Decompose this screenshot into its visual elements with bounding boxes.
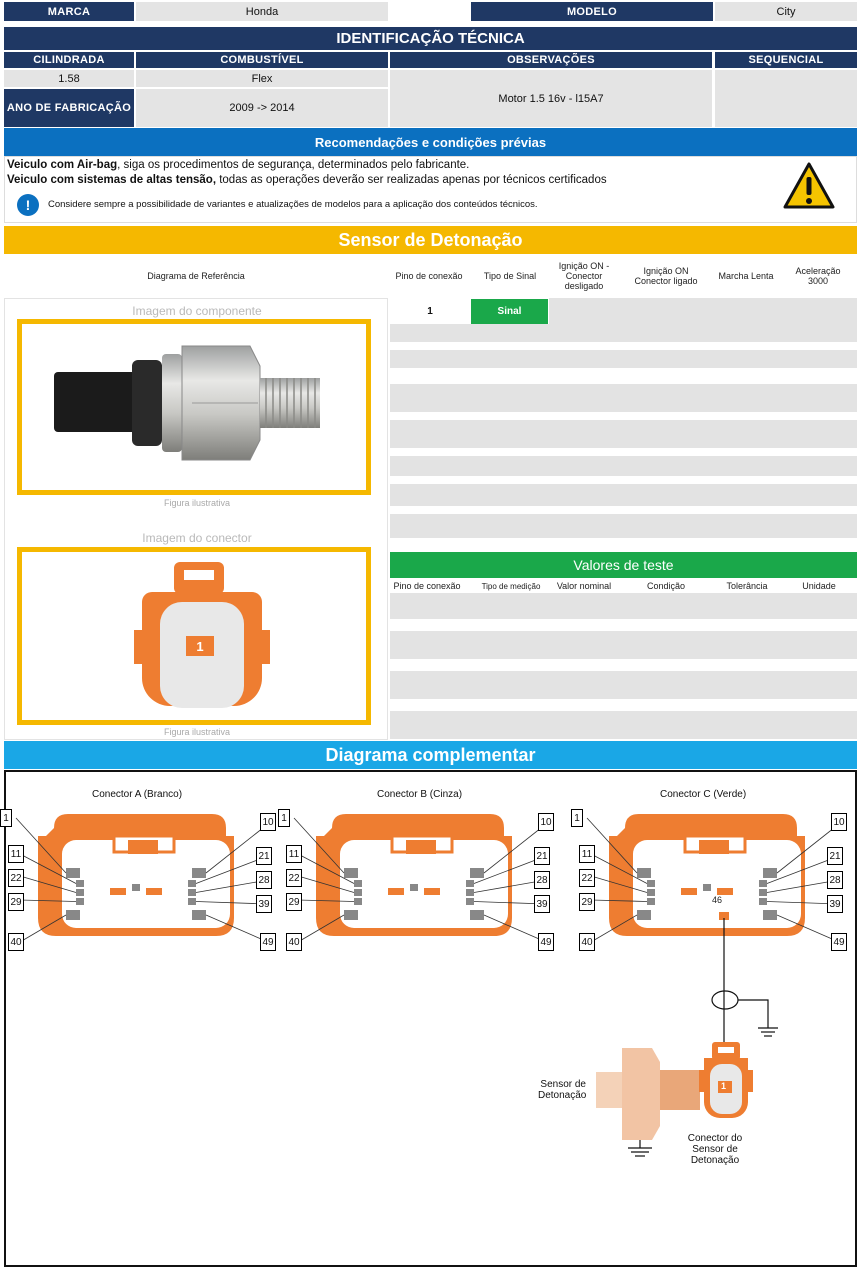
pin-number-box: 21 (534, 847, 550, 865)
pin-number-box: 21 (827, 847, 843, 865)
pin-number-box: 10 (831, 813, 847, 831)
observacoes-value: Motor 1.5 16v - l15A7 (390, 70, 712, 127)
pin-number-box: 49 (831, 933, 847, 951)
connector-a-label: Conector A (Branco) (92, 789, 183, 800)
pin-number-box: 40 (286, 933, 302, 951)
connector-c-label: Conector C (Verde) (660, 789, 747, 800)
knock-sensor-image (22, 324, 366, 490)
connector-image-frame (17, 547, 371, 725)
sensor-label: Sensor de Detonação (538, 1079, 587, 1101)
ecu-latch-key (128, 840, 158, 854)
table-row (390, 456, 857, 476)
table-row (390, 711, 857, 739)
pin-number-box: 1 (0, 809, 12, 827)
cilindrada-value: 1.58 (4, 70, 134, 87)
pin-number-box: 39 (256, 895, 272, 913)
signal-badge: Sinal (471, 299, 548, 324)
table-row (390, 514, 857, 538)
table-row (390, 384, 857, 412)
pin-46-label: 46 (712, 895, 723, 905)
pin-number-box: 11 (286, 845, 302, 863)
pin-value: 1 (427, 305, 433, 317)
pin-number-box: 29 (8, 893, 24, 911)
image-panel (4, 298, 388, 740)
pin-number-box: 39 (827, 895, 843, 913)
tv-col-tolerancia: Tolerância (726, 581, 768, 591)
diagram-drawing (0, 800, 861, 1270)
ident-title: IDENTIFICAÇÃO TÉCNICA (4, 27, 857, 50)
table-row (390, 350, 857, 368)
airbag-line: Veiculo com Air-bag, siga os procedimentos de segurança, determinados pelo fabricante. (7, 159, 470, 171)
combustivel-value: Flex (136, 70, 388, 87)
col-ign-on: Ignição ON Conector ligado (634, 266, 698, 286)
table-row (390, 484, 857, 506)
connector-image-title: Imagem do conector (142, 531, 252, 545)
pin-number-box: 22 (286, 869, 302, 887)
pin-number-box: 39 (534, 895, 550, 913)
pin-number-box: 49 (538, 933, 554, 951)
pin-number-box: 28 (534, 871, 550, 889)
col-pino: Pino de conexão (395, 271, 463, 281)
sensor-connector-pin: 1 (721, 1081, 727, 1091)
recommendations-box (4, 156, 857, 223)
table-row-first (549, 298, 857, 324)
marca-label: MARCA (4, 2, 134, 21)
table-row (390, 631, 857, 659)
pin-number-box: 11 (8, 845, 24, 863)
pin-number-box: 40 (8, 933, 24, 951)
col-tipo: Tipo de Sinal (483, 271, 537, 281)
sensor-title: Sensor de Detonação (4, 226, 857, 254)
connector-pin-1: 1 (186, 636, 214, 656)
pin-number-box: 28 (827, 871, 843, 889)
diagram-title: Diagrama complementar (4, 741, 857, 769)
sequencial-label: SEQUENCIAL (715, 52, 857, 68)
pin-number-box: 22 (579, 869, 595, 887)
table-row (390, 324, 857, 342)
pin-number-box: 10 (538, 813, 554, 831)
component-image-frame (17, 319, 371, 495)
sequencial-value (715, 70, 857, 127)
pin-number-box: 40 (579, 933, 595, 951)
pin-number-box: 29 (286, 893, 302, 911)
test-values-title: Valores de teste (390, 552, 857, 578)
sensor-data-table (390, 298, 857, 552)
connector-caption: Figura ilustrativa (163, 727, 231, 737)
info-icon: ! (17, 194, 39, 216)
pin-number-box: 22 (8, 869, 24, 887)
combustivel-label: COMBUSTÍVEL (136, 52, 388, 68)
pin-number-box: 21 (256, 847, 272, 865)
modelo-label: MODELO (471, 2, 713, 21)
component-caption: Figura ilustrativa (163, 498, 231, 508)
tv-col-valor: Valor nominal (556, 581, 612, 591)
warning-icon (782, 161, 836, 211)
pin-number-box: 10 (260, 813, 276, 831)
modelo-value: City (715, 2, 857, 21)
pin-number-box: 29 (579, 893, 595, 911)
pin-number-box: 1 (571, 809, 583, 827)
ecu-latch-key (406, 840, 436, 854)
table-row (390, 671, 857, 699)
table-row (390, 593, 857, 619)
pin-number-box: 28 (256, 871, 272, 889)
observacoes-label: OBSERVAÇÕES (390, 52, 712, 68)
voltage-line: Veiculo com sistemas de altas tensão, todas as operações deverão ser realizadas apenas por técnicos certificados (7, 174, 607, 186)
sensor-connector-label: Conector do Sensor de Detonação (687, 1133, 743, 1166)
tv-col-unidade: Unidade (802, 581, 836, 591)
ano-value: 2009 -> 2014 (136, 89, 388, 127)
connector-b-label: Conector B (Cinza) (377, 789, 463, 800)
col-diagrama: Diagrama de Referência (147, 271, 245, 281)
pin-number-box: 1 (278, 809, 290, 827)
tv-col-pino: Pino de conexão (393, 581, 461, 591)
pin-number-box: 49 (260, 933, 276, 951)
info-text: Considere sempre a possibilidade de variantes e atualizações de modelos para a aplicação dos conteúdos técnicos. (48, 199, 538, 210)
component-image-title: Imagem do componente (132, 304, 262, 318)
tv-col-condicao: Condição (646, 581, 686, 591)
pin-number-box: 11 (579, 845, 595, 863)
marca-value: Honda (136, 2, 388, 21)
ecu-latch-key (699, 840, 729, 854)
cilindrada-label: CILINDRADA (4, 52, 134, 68)
recommendations-title: Recomendações e condições prévias (4, 128, 857, 156)
ano-label: ANO DE FABRICAÇÃO (4, 89, 134, 127)
table-row (390, 420, 857, 448)
col-marcha: Marcha Lenta (718, 271, 774, 281)
col-aceleracao: Aceleração 3000 (795, 266, 841, 286)
tv-col-tipo: Tipo de medição (481, 581, 541, 591)
col-ign-off: Ignição ON - Conector desligado (558, 261, 610, 291)
